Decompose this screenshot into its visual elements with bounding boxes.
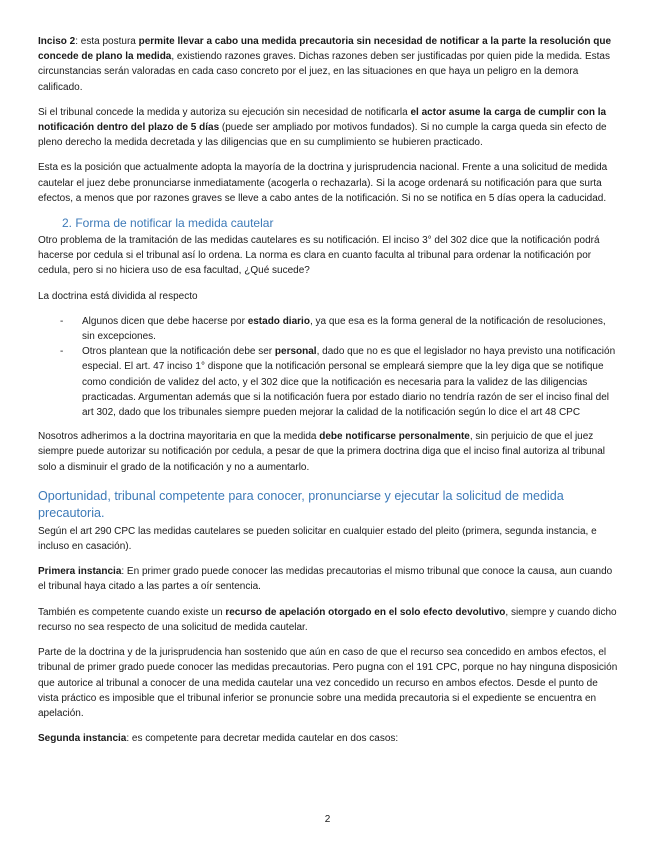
paragraph-posicion-mayoritaria: Esta es la posición que actualmente adopta la mayoría de la doctrina y jurisprudencia nacional. Frente a una solicitud de medida cautelar el juez debe pronunciarse inmediatamente (acogerla o rechazarla). Si la acoge ordenará su notificación para que surta efectos, a menos que por razones graves se lleve a cabo antes de la notificación. Si no se notifica en 5 días opera la caducidad. (38, 162, 608, 204)
text-run: Nosotros adherimos a la doctrina mayoritaria en que la medida (38, 431, 320, 443)
heading-forma-notificar: 2. Forma de notificar la medida cautelar (62, 216, 274, 231)
bold-text: Segunda instancia (38, 733, 127, 745)
dash-bullet: - (60, 346, 64, 358)
paragraph-adherimos (38, 429, 618, 475)
bold-text: Primera instancia (38, 566, 122, 578)
text-run: , ya que esa es la forma general de la notificación de resoluciones, sin excepciones. (82, 315, 606, 343)
bold-text: debe notificarse personalmente (319, 431, 470, 443)
paragraph-ambos-efectos: Parte de la doctrina y de la jurisprudencia han sostenido que aún en caso de que el recurso sea concedido en ambos efectos, el tribunal de primer grado puede conocer las medidas precautorias. Pero pugna con el 191 CPC, porque no hay ninguna disposición que autorice al tribunal a conocer de una medida cautelar una vez concedido un recurso en ambos efectos. Desde el punto de vista práctico es imposible que el tribunal inferior se pronuncie sobre una medida precautoria si el expediente se encuentra en apelación. (38, 647, 618, 719)
list-item (38, 314, 618, 344)
paragraph-primera-instancia (38, 564, 618, 594)
bold-text: el actor asume la carga de cumplir con la notificación dentro del plazo de 5 días (38, 106, 607, 134)
text-run: : es competente para decretar medida cautelar en dos casos: (126, 733, 399, 745)
text-run: : En primer grado puede conocer las medidas precautorias el mismo tribunal que conoce la causa, aun cuando el tribunal haya citado a las partes a oír sentencia. (38, 566, 613, 593)
paragraph-doctrina-dividida: La doctrina está dividida al respecto (38, 290, 198, 302)
paragraph-problema-notificacion: Otro problema de la tramitación de las medidas cautelares es su notificación. El inciso 3° del 302 dice que la notificación podrá hacerse por cedula si el tribunal así lo ordena. La norma es clara en cuanto faculta al tribunal para ordenar la notificación por cedula, pero si no hiciera uso de esa facultad, ¿Qué sucede? (38, 235, 600, 277)
heading-oportunidad-tribunal: Oportunidad, tribunal competente para conocer, pronunciarse y ejecutar la solicitud de medida precautoria. (38, 488, 564, 520)
paragraph-art-290: Según el art 290 CPC las medidas cautelares se pueden solicitar en cualquier estado del pleito (primera, segunda instancia, e incluso en casación). (38, 525, 597, 553)
text-run: , dado que no es que el legislador no haya previsto una notificación especial. El art. 47 inciso 1° dispone que la notificación personal se empleará siempre que la ley diga que se notifique como condición de validez del acto, y el 302 dice que la notificación es necesaria para la validez de las diligencias practicadas. Argumentan además que si la notificación fuera por estado diario no tendría razón de ser el inciso final del art 302, dado que los tribunales siempre pueden mejorar la calidad de la notificación según lo dice el art 48 CPC (82, 346, 616, 419)
bold-text: recurso de apelación otorgado en el solo efecto devolutivo (225, 606, 506, 618)
bold-text: personal (274, 346, 317, 358)
page-number: 2 (324, 814, 331, 825)
dash-bullet: - (60, 315, 64, 327)
doctrine-list (38, 314, 618, 420)
document-page (38, 34, 618, 756)
text-run: Otros plantean que la notificación debe ser (82, 346, 275, 358)
paragraph-recurso-apelacion (38, 605, 618, 635)
text-run: Si el tribunal concede la medida y autoriza su ejecución sin necesidad de notificarla (38, 106, 411, 118)
text-run: , sin perjuicio de que el juez siempre puede autorizar su notificación por cedula, a pesar de que la primera doctrina diga que el inciso final autoriza al tribunal solo a disminuir el grado de la notificación y no a aumentarlo. (38, 431, 605, 473)
text-run: (puede ser ampliado por motivos fundados). Si no cumple la carga queda sin efecto de pleno derecho la medida decretada y las diligencias que en su cumplimiento se hubieren practicado. (38, 122, 607, 149)
text-run: , existiendo razones graves. Dichas razones deben ser justificadas por quien pide la medida. Estas circunstancias serán valoradas en cada caso concreto por el juez, en las situaciones en que haya un peligro en la demora calificado. (38, 51, 610, 93)
bold-text: Inciso 2 (38, 36, 76, 47)
text-run: Algunos dicen que debe hacerse por (82, 315, 248, 327)
paragraph-concede-medida (38, 105, 618, 151)
text-run: También es competente cuando existe un (38, 606, 226, 618)
bold-text: permite llevar a cabo una medida precautoria sin necesidad de notificar a la parte la resolución que concede de plano la medida (38, 36, 612, 63)
list-item (38, 344, 618, 420)
text-run: , siempre y cuando dicho recurso no sea respecto de una solicitud de medida cautelar. (38, 606, 617, 633)
bold-text: estado diario (247, 315, 310, 327)
text-run: : esta postura (75, 36, 139, 47)
paragraph-inciso-2 (38, 34, 618, 95)
paragraph-segunda-instancia (38, 731, 618, 746)
